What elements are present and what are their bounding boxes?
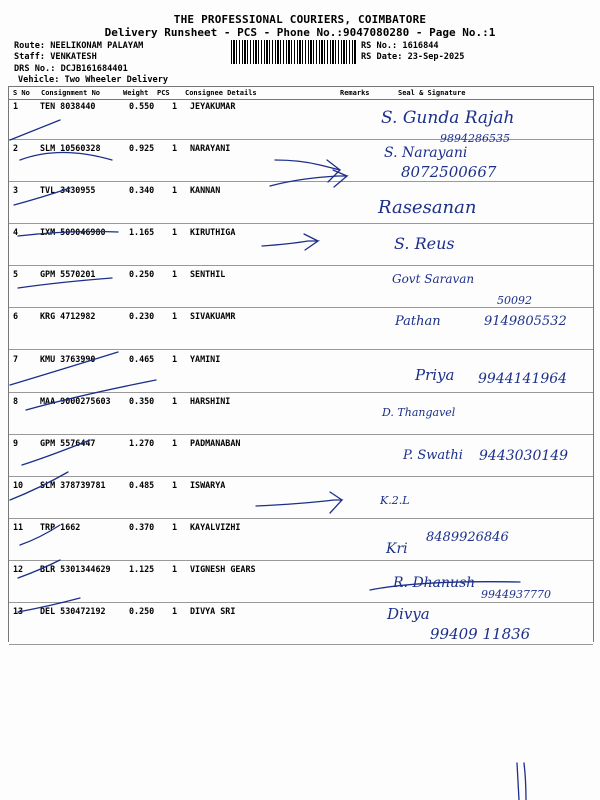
row-consignment: KMU 3763990	[40, 354, 96, 364]
row-consignment: TEN 8038440	[40, 101, 96, 111]
row-weight: 1.270	[129, 438, 155, 448]
hw-phone-6: 9149805532	[484, 314, 567, 329]
route-line: Route: NEELIKONAM PALAYAM	[14, 41, 144, 51]
row-consignee: KIRUTHIGA	[190, 227, 236, 237]
row-consignment: TRP 1662	[40, 522, 81, 532]
hw-sign-9: P. Swathi	[403, 448, 463, 463]
row-consignment: KRG 4712982	[40, 311, 96, 321]
hw-phone-1: 9894286535	[440, 132, 510, 145]
row-sno: 8	[13, 396, 19, 406]
col-remarks: Remarks	[340, 89, 370, 97]
row-weight: 0.350	[129, 396, 155, 406]
hw-bottom-mark	[514, 762, 531, 787]
hw-sign-5: Govt Saravan	[392, 272, 475, 286]
row-weight: 1.165	[129, 227, 155, 237]
row-consignee: DIVYA SRI	[190, 606, 236, 616]
hw-phone-2: 8072500667	[401, 163, 497, 181]
hw-sign-13: Divya	[387, 605, 430, 623]
staff-line: Staff: VENKATESH	[14, 51, 97, 62]
col-seal: Seal & Signature	[398, 89, 466, 97]
row-pcs: 1	[172, 227, 178, 237]
row-pcs: 1	[172, 564, 178, 574]
row-pcs: 1	[172, 269, 178, 279]
row-pcs: 1	[172, 354, 178, 364]
hw-sign-1: S. Gunda Rajah	[381, 108, 515, 128]
row-weight: 0.925	[129, 143, 155, 153]
row-pcs: 1	[172, 101, 178, 111]
col-pcs: PCS	[157, 89, 170, 97]
hw-phone-12: 9944937770	[481, 588, 551, 601]
row-consignee: HARSHINI	[190, 396, 231, 406]
hw-phone-7: 9944141964	[478, 371, 568, 387]
row-consignee: SENTHIL	[190, 269, 226, 279]
row-weight: 0.340	[129, 185, 155, 195]
runsheet-subtitle: Delivery Runsheet - PCS - Phone No.:9047080280 - Page No.:1	[104, 26, 496, 39]
row-sno: 4	[13, 227, 19, 237]
row-pcs: 1	[172, 185, 178, 195]
row-consignee: PADMANABAN	[190, 438, 241, 448]
row-consignee: JEYAKUMAR	[190, 101, 236, 111]
row-consignee: KAYALVIZHI	[190, 522, 241, 532]
row-sno: 6	[13, 311, 19, 321]
row-consignment: SLM 378739781	[40, 480, 106, 490]
hw-num-5: 50092	[497, 294, 532, 307]
row-sno: 5	[13, 269, 19, 279]
hw-phone-11: 8489926846	[426, 530, 509, 545]
vehicle-line: Vehicle: Two Wheeler Delivery	[18, 75, 169, 85]
row-sno: 9	[13, 438, 19, 448]
row-sno: 11	[13, 522, 24, 532]
rs-number: RS No.: 1616844	[361, 41, 439, 51]
row-consignment: GPM 5576447	[40, 438, 96, 448]
hw-phone-9: 9443030149	[479, 448, 569, 464]
hw-sign-4: S. Reus	[394, 234, 455, 253]
col-consignment: Consignment No	[41, 89, 101, 97]
col-consignee: Consignee Details	[185, 89, 257, 97]
row-weight: 0.250	[129, 269, 155, 279]
col-weight: Weight	[123, 89, 149, 97]
row-weight: 0.250	[129, 606, 155, 616]
row-consignee: VIGNESH GEARS	[190, 564, 256, 574]
hw-sign-11: Kri	[386, 541, 408, 557]
row-consignee: NARAYANI	[190, 143, 231, 153]
row-sno: 10	[13, 480, 24, 490]
row-weight: 0.370	[129, 522, 155, 532]
row-sno: 3	[13, 185, 19, 195]
row-pcs: 1	[172, 311, 178, 321]
row-consignment: MAA 9000275603	[40, 396, 111, 406]
drs-line: DRS No.: DCJB161684401	[14, 64, 128, 74]
hw-sign-3: Rasesanan	[378, 197, 477, 218]
company-title: THE PROFESSIONAL COURIERS, COIMBATORE	[173, 13, 427, 26]
row-pcs: 1	[172, 480, 178, 490]
row-pcs: 1	[172, 143, 178, 153]
row-pcs: 1	[172, 606, 178, 616]
row-consignment: BLR 5301344629	[40, 564, 111, 574]
row-consignee: YAMINI	[190, 354, 221, 364]
row-weight: 1.125	[129, 564, 155, 574]
row-consignment: GPM 5570201	[40, 269, 96, 279]
row-pcs: 1	[172, 438, 178, 448]
hw-sign-12: R. Dhanush	[393, 575, 476, 591]
row-pcs: 1	[172, 522, 178, 532]
row-pcs: 1	[172, 396, 178, 406]
hw-sign-6: Pathan	[395, 314, 441, 329]
row-weight: 0.230	[129, 311, 155, 321]
hw-sign-8: D. Thangavel	[382, 406, 456, 419]
col-sno: S No	[13, 89, 30, 97]
row-sno: 2	[13, 143, 19, 153]
row-consignment: SLM 10560328	[40, 143, 101, 153]
hw-sign-10: K.2.L	[380, 494, 410, 507]
row-weight: 0.550	[129, 101, 155, 111]
row-consignee: KANNAN	[190, 185, 221, 195]
row-sno: 12	[13, 564, 24, 574]
row-consignment: DEL 530472192	[40, 606, 106, 616]
row-sno: 13	[13, 606, 24, 616]
hw-sign-2: S. Narayani	[384, 145, 468, 161]
rs-date: RS Date: 23-Sep-2025	[361, 51, 465, 62]
hw-sign-7: Priya	[415, 366, 455, 384]
row-sno: 7	[13, 354, 19, 364]
row-sno: 1	[13, 101, 19, 111]
row-weight: 0.485	[129, 480, 155, 490]
hw-phone-13: 99409 11836	[430, 625, 531, 643]
row-consignee: SIVAKUAMR	[190, 311, 236, 321]
row-consignee: ISWARYA	[190, 480, 226, 490]
row-consignment: IXM 509046980	[40, 227, 106, 237]
row-weight: 0.465	[129, 354, 155, 364]
row-consignment: TVL 3430955	[40, 185, 96, 195]
